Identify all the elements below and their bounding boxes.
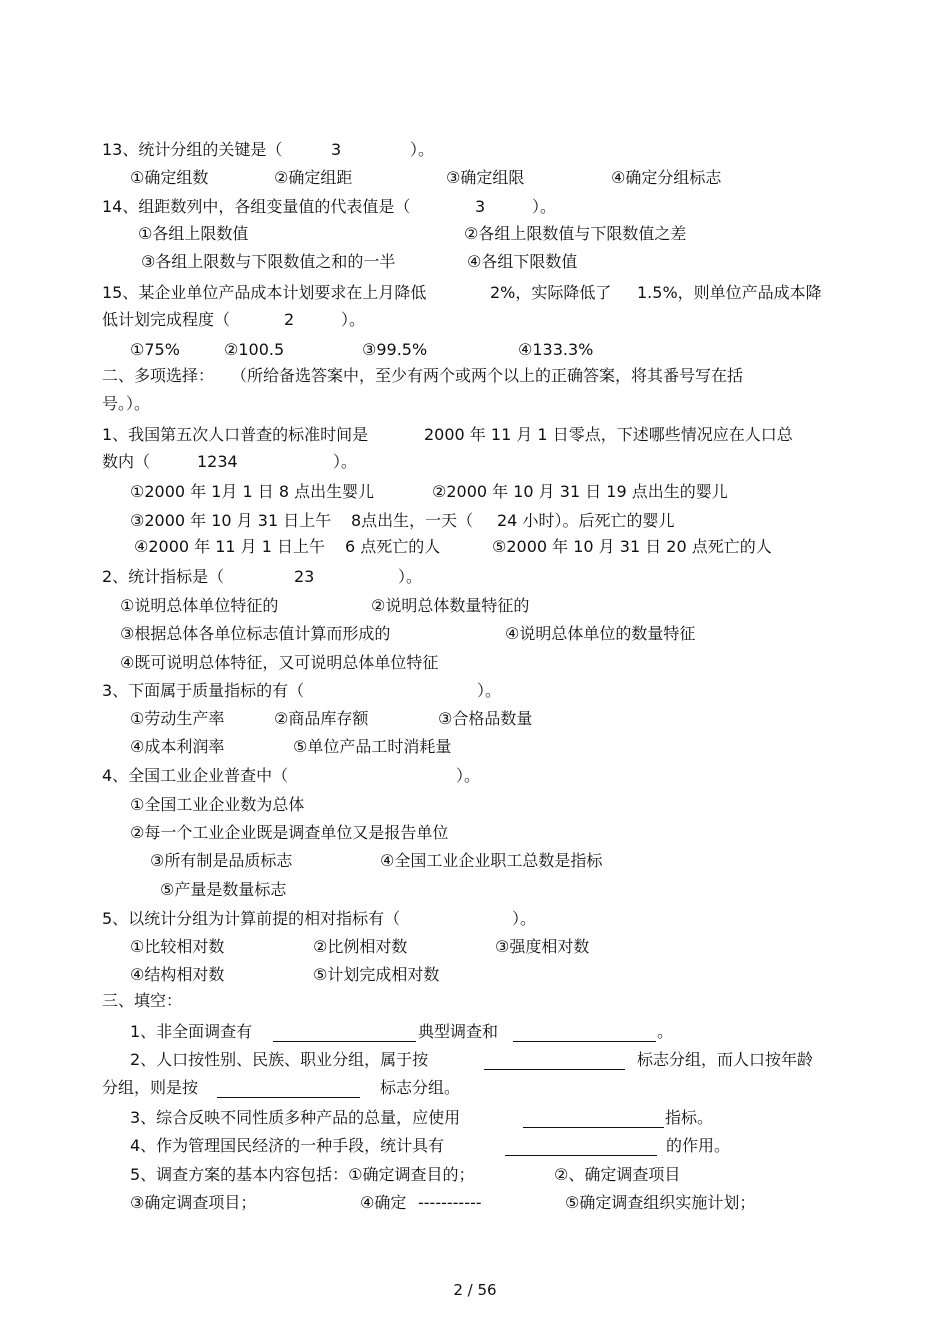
- page-number: 2 / 56: [453, 1281, 497, 1299]
- f1-blank: [273, 1022, 416, 1042]
- q15-answer: 2: [284, 310, 295, 329]
- q15-line1b: 2%，实际降低了: [490, 283, 612, 302]
- f2-text: 标志分组。: [380, 1078, 461, 1097]
- m1-option: ④2000 年 11 月 1 日上午: [134, 537, 326, 556]
- f2-blank: [217, 1078, 360, 1098]
- q15-option: ③99.5%: [362, 340, 428, 359]
- m4-option: ⑤产量是数量标志: [160, 880, 287, 899]
- q14-stem: 14、组距数列中，各组变量值的代表值是（: [102, 197, 411, 216]
- f5-text: ④确定: [360, 1193, 407, 1212]
- m4-stem: 4、全国工业企业普查中（: [102, 766, 289, 785]
- q15-tail: ）。: [341, 310, 366, 329]
- m2-option: ②说明总体数量特征的: [371, 596, 530, 615]
- q15-option: ②100.5: [224, 340, 285, 359]
- q14-option: ②各组上限数值与下限数值之差: [464, 224, 687, 243]
- f2-text: 2、人口按性别、民族、职业分组，属于按: [130, 1050, 429, 1069]
- m5-tail: ）。: [512, 909, 537, 928]
- section2-note: （所给备选答案中，至少有两个或两个以上的正确答案，将其番号写在括: [231, 366, 744, 385]
- f2-blank: [484, 1050, 625, 1070]
- f5-text: ③确定调查项目；: [130, 1193, 257, 1212]
- m2-option: ④说明总体单位的数量特征: [505, 624, 696, 643]
- f5-text: ⑤确定调查组织实施计划；: [565, 1193, 756, 1212]
- m4-tail: ）。: [456, 766, 481, 785]
- section2-note-cont: 号。）。: [102, 394, 151, 413]
- section3-title: 三、填空：: [102, 991, 183, 1010]
- m1-option: ②2000 年 10 月 31 日 19 点出生的婴儿: [432, 482, 728, 501]
- f4-text: 4、作为管理国民经济的一种手段，统计具有: [130, 1136, 445, 1155]
- m1-answer: 1234: [197, 452, 238, 471]
- q13-option: ③确定组限: [446, 168, 525, 187]
- m4-option: ③所有制是品质标志: [150, 851, 293, 870]
- q15-line1: 15、某企业单位产品成本计划要求在上月降低: [102, 283, 427, 302]
- q14-answer: 3: [475, 197, 486, 216]
- m3-option: ②商品库存额: [274, 709, 369, 728]
- m4-option: ②每一个工业企业既是调查单位又是报告单位: [130, 823, 449, 842]
- m5-option: ④结构相对数: [130, 965, 225, 984]
- q14-tail: ）。: [532, 197, 557, 216]
- q15-option: ④133.3%: [518, 340, 594, 359]
- section2-title: 二、多项选择：: [102, 366, 215, 385]
- q15-line1c: 1.5%，则单位产品成本降: [637, 283, 822, 302]
- m2-answer: 23: [294, 567, 315, 586]
- q14-option: ④各组下限数值: [467, 252, 578, 271]
- m1-option: ⑤2000 年 10 月 31 日 20 点死亡的人: [492, 537, 772, 556]
- m1-option-cont: 24 小时）。后死亡的婴儿: [497, 511, 675, 530]
- f4-text: 的作用。: [666, 1136, 731, 1155]
- m5-option: ①比较相对数: [130, 937, 225, 956]
- f3-text: 3、综合反映不同性质多种产品的总量，应使用: [130, 1108, 461, 1127]
- m3-tail: ）。: [477, 681, 502, 700]
- m1-option-cont: 8点出生，一天（: [351, 511, 474, 530]
- f1-text: 典型调查和: [418, 1022, 499, 1041]
- m2-stem: 2、统计指标是（: [102, 567, 225, 586]
- q14-option: ③各组上限数与下限数值之和的一半: [141, 252, 396, 271]
- q13-option: ④确定分组标志: [611, 168, 722, 187]
- m1-tail: ）。: [333, 452, 358, 471]
- m5-option: ⑤计划完成相对数: [313, 965, 440, 984]
- m5-option: ②比例相对数: [313, 937, 408, 956]
- f2-text: 标志分组，而人口按年龄: [637, 1050, 814, 1069]
- q13-answer: 3: [331, 140, 342, 159]
- q15-line2: 低计划完成程度（: [102, 310, 231, 329]
- f5-text: 5、调查方案的基本内容包括：①确定调查目的；: [130, 1165, 475, 1184]
- m3-option: ⑤单位产品工时消耗量: [293, 737, 452, 756]
- m2-option: ③根据总体各单位标志值计算而形成的: [120, 624, 391, 643]
- m2-option: ①说明总体单位特征的: [120, 596, 279, 615]
- m3-option: ③合格品数量: [438, 709, 533, 728]
- q15-option: ①75%: [130, 340, 180, 359]
- f2-text: 分组，则是按: [102, 1078, 199, 1097]
- f1-text: 1、非全面调查有: [130, 1022, 253, 1041]
- m4-option: ①全国工业企业数为总体: [130, 795, 305, 814]
- m4-option: ④全国工业企业职工总数是指标: [380, 851, 603, 870]
- m1-option: ③2000 年 10 月 31 日上午: [130, 511, 332, 530]
- f5-text: ②、确定调查项目: [554, 1165, 681, 1184]
- m1-line2: 数内（: [102, 452, 151, 471]
- f1-text: 。: [657, 1022, 674, 1041]
- m1-line1: 1、我国第五次人口普查的标准时间是: [102, 425, 369, 444]
- f3-text: 指标。: [665, 1108, 714, 1127]
- q13-option: ②确定组距: [274, 168, 353, 187]
- m5-option: ③强度相对数: [495, 937, 590, 956]
- q13-tail: ）。: [410, 140, 435, 159]
- f4-blank: [505, 1136, 657, 1156]
- q13-stem: 13、统计分组的关键是（: [102, 140, 283, 159]
- m2-tail: ）。: [398, 567, 423, 586]
- m3-option: ①劳动生产率: [130, 709, 225, 728]
- m1-line1b: 2000 年 11 月 1 日零点，下述哪些情况应在人口总: [424, 425, 793, 444]
- m1-option: ①2000 年 1月 1 日 8 点出生婴儿: [130, 482, 375, 501]
- m1-option-cont: 6 点死亡的人: [345, 537, 441, 556]
- m3-stem: 3、下面属于质量指标的有（: [102, 681, 305, 700]
- q13-option: ①确定组数: [130, 168, 209, 187]
- m2-option: ④既可说明总体特征，又可说明总体单位特征: [120, 653, 439, 672]
- m5-stem: 5、以统计分组为计算前提的相对指标有（: [102, 909, 401, 928]
- f3-blank: [523, 1108, 664, 1128]
- q14-option: ①各组上限数值: [138, 224, 249, 243]
- m3-option: ④成本利润率: [130, 737, 225, 756]
- f5-dashes: -----------: [418, 1193, 482, 1212]
- f1-blank: [513, 1022, 656, 1042]
